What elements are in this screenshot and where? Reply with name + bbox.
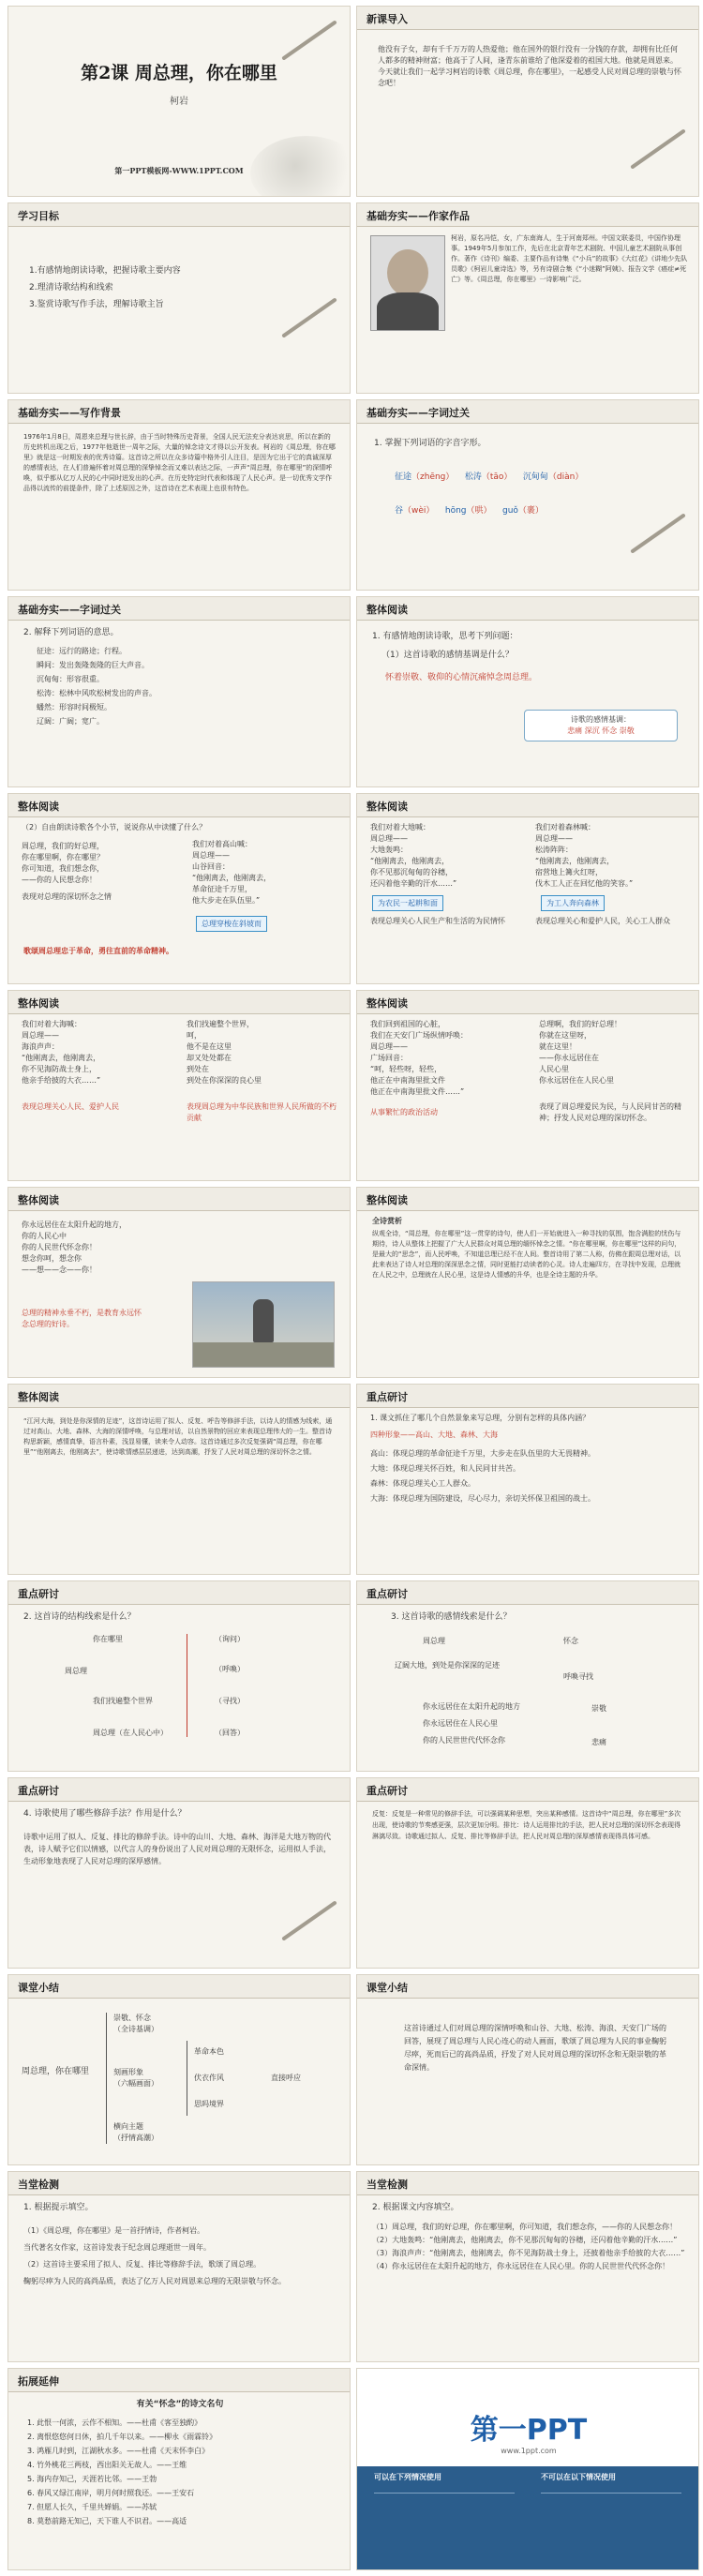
quote-list bbox=[27, 2416, 337, 2528]
quote-item: 2. 离恨悠悠何日休，拍几千年以来。——柳永《雨霖铃》 bbox=[27, 2433, 217, 2441]
memorial-statue-image bbox=[192, 1281, 335, 1368]
quiz-item: （2）这首诗主要采用了拟人、反复、排比等修辞手法，歌颂了周总理。 bbox=[23, 2260, 262, 2269]
summary-mid: 革命本色 bbox=[194, 2047, 224, 2056]
slide-header: 基础夯实——字词过关 bbox=[357, 400, 698, 424]
stanza-land-note: 表现总理关心人民生产和生活的为民情怀 bbox=[370, 917, 505, 925]
slide-header: 当堂检测 bbox=[357, 2172, 698, 2195]
author: 柯岩 bbox=[170, 97, 188, 107]
stanza-summary: 歌颂周总理忠于革命，勇往直前的革命精神。 bbox=[23, 947, 173, 955]
emotion-tag: 崇敬 bbox=[591, 1704, 606, 1713]
emotion-node: 辽阔大地，到处是你深深的足迹 bbox=[395, 1661, 500, 1670]
brush-icon bbox=[281, 1900, 337, 1940]
emotion-tag: 呼喚寻找 bbox=[563, 1672, 593, 1681]
quiz-item: （3）海浪声声：“他刚离去，他刚离去，你不见海防战士身上，还披着他亲手给披的大衣……” bbox=[372, 2249, 685, 2257]
slide-header: 整体阅读 bbox=[357, 597, 698, 621]
stanza-left-note: 表现对总理的深切怀念之情 bbox=[22, 892, 112, 901]
slide-title: 第2课 周总理，你在哪里 bbox=[81, 63, 277, 83]
reading-question: （2）自由朗读诗歌各个小节，说说你从中读懂了什么？ bbox=[22, 823, 207, 831]
slide-15-reading[interactable] bbox=[7, 1384, 351, 1575]
meaning-item: 森林：体现总理关心工人群众。 bbox=[370, 1479, 475, 1488]
meaning-item: 大地：体现总理关怀百姓，和人民同甘共苦。 bbox=[370, 1464, 520, 1473]
brand-site[interactable]: www.1ppt.com bbox=[501, 2447, 557, 2455]
brush-icon bbox=[281, 20, 337, 60]
stanza-mid: 我们对着高山喊： 周总理—— 山谷回音： “他刚离去，他刚离去， 革命征途千万里， 他大步走在队伍里。” bbox=[192, 840, 272, 905]
quote-item: 5. 海内存知己，天涯若比邻。——王勃 bbox=[27, 2475, 157, 2483]
emotion-question: 3. 这首诗歌的感情线索是什么？ bbox=[391, 1612, 512, 1622]
slide-header: 整体阅读 bbox=[8, 1188, 350, 1211]
slide-19-rhetoric[interactable] bbox=[7, 1777, 351, 1969]
emotion-node: 你永远居住在太阳升起的地方 bbox=[423, 1702, 520, 1711]
slide-8-tone[interactable] bbox=[356, 596, 699, 787]
slide-18-emotion[interactable] bbox=[356, 1580, 699, 1772]
quiz-item: （1）《周总理，你在哪里》是一首抒情诗，作者柯岩。 bbox=[23, 2226, 205, 2235]
emotion-tag: 怀念 bbox=[563, 1637, 578, 1645]
quiz-question: 2. 根据课文内容填空。 bbox=[372, 2203, 459, 2212]
quote-item: 1. 此恨一何浓，云作不相知。——杜甫《客至独酌》 bbox=[27, 2419, 202, 2427]
stanza-left: 周总理，我们的好总理， 你在哪里啊，你在哪里？ 你可知道，我们想念你， ——你的人民想念你！ bbox=[22, 842, 104, 884]
image-meanings bbox=[370, 1446, 689, 1506]
meaning-item: 大海：体现总理为国防建设，尽心尽力，亲切关怀保卫祖国的战士。 bbox=[370, 1494, 595, 1503]
stanza-square-note: 从事繁忙的政治活动 bbox=[370, 1108, 438, 1116]
slide-7-definitions[interactable] bbox=[7, 596, 351, 787]
quiz-item: 当代著名女作家，这首诗发表于纪念周总理逝世一周年。 bbox=[23, 2243, 211, 2252]
definition-item: 蟠然：形容时间极短。 bbox=[37, 703, 112, 711]
stanza-land: 我们对着大地喊： 周总理—— 大地轰鸣： “他刚离去，他刚离去， 你不见那沉甸甸的谷穗， 还闪着他辛勤的汗水……” bbox=[370, 823, 457, 888]
slide-16-discussion[interactable] bbox=[356, 1384, 699, 1575]
summary-right: 直接呼应 bbox=[271, 2074, 301, 2082]
structure-tag: （回答） bbox=[215, 1729, 245, 1737]
slide-2-intro[interactable] bbox=[356, 6, 699, 197]
slide-header: 课堂小结 bbox=[8, 1975, 350, 1999]
stanza-forest: 我们对着森林喊： 周总理—— 松涛阵阵： “他刚离去，他刚离去， 宿营地上篝火红呀， 伐木工人正在回忆他的笑容。” bbox=[535, 823, 634, 888]
slide-header: 课堂小结 bbox=[357, 1975, 698, 1999]
stanza-forest-note: 表现总理关心和爱护人民，关心工人群众 bbox=[535, 917, 670, 925]
quiz-item: （4）你永远居住在太阳升起的地方，你永远居住在人民心里。你的人民世世代代怀念你！ bbox=[372, 2262, 670, 2270]
slide-3-goals[interactable] bbox=[7, 202, 351, 394]
definition-item: 瞬间：发出轰隆轰隆的巨大声音。 bbox=[37, 661, 149, 669]
goal-item: 2.理清诗歌结构和线索 bbox=[29, 283, 113, 292]
quote-item: 7. 但愿人长久，千里共婵娟。——苏轼 bbox=[27, 2503, 157, 2511]
stanza-tag: 总理穿梭在斜坡而 bbox=[196, 916, 267, 932]
summary-branch: 刻画形象 bbox=[113, 2068, 143, 2076]
slide-header: 整体阅读 bbox=[8, 1385, 350, 1408]
slide-header: 基础夯实——写作背景 bbox=[8, 400, 350, 424]
vocab-row-1: 征途（zhēng） 松涛（tāo） 沉甸甸（diàn） bbox=[395, 472, 584, 482]
definition-item: 松涛：松林中风吹松树发出的声音。 bbox=[37, 689, 157, 697]
summary-mid: 伏衣作风 bbox=[194, 2074, 224, 2082]
quiz-item: 鞠躬尽瘁为人民的高尚品质，表达了亿万人民对周恩来总理的无限崇敬与怀念。 bbox=[23, 2277, 286, 2285]
emotion-node: 你永远居住在人民心里 bbox=[423, 1719, 498, 1728]
credit: 第一PPT模板网-WWW.1PPT.COM bbox=[114, 166, 244, 175]
final-stanza: 你永远居住在太阳升起的地方， 你的人民心中 你的人民世代怀念你！ 想念你呵，想念你 ——想——念——你！ bbox=[22, 1221, 127, 1274]
structure-tag: （询问） bbox=[215, 1635, 245, 1643]
goal-item: 1.有感情地朗读诗歌，把握诗歌主要内容 bbox=[29, 266, 181, 276]
slide-22-summary[interactable] bbox=[356, 1974, 699, 2165]
slide-header: 整体阅读 bbox=[357, 991, 698, 1014]
vocab-question: 1. 掌握下列词语的字音字形。 bbox=[374, 439, 486, 448]
license-allowed: 可以在下列情况使用 bbox=[374, 2473, 441, 2481]
stanza-heart-note: 表现了周总理爱民为民，与人民同甘苦的精神；抒发人民对总理的深切怀念。 bbox=[539, 1102, 681, 1122]
discussion-question: 1. 课文抓住了哪几个自然景象来写总理，分别有怎样的具体内涵？ bbox=[370, 1414, 591, 1422]
stanza-sea-note: 表现总理关心人民、爱护人民 bbox=[22, 1102, 119, 1111]
slide-14-appreciation[interactable] bbox=[356, 1187, 699, 1378]
bubble-words: 悲痛 深沉 怀念 崇敬 bbox=[567, 726, 635, 735]
definition-item: 沉甸甸：形容很重。 bbox=[37, 675, 104, 683]
slide-header: 整体阅读 bbox=[8, 794, 350, 817]
slide-10-reading[interactable] bbox=[356, 793, 699, 984]
summary-bracket bbox=[106, 2013, 107, 2144]
stanza-world-note: 表现周总理为中华民族和世界人民所做的不朽贡献 bbox=[187, 1102, 337, 1122]
slide-17-structure[interactable] bbox=[7, 1580, 351, 1772]
tone-bubble bbox=[524, 710, 678, 741]
meaning-item: 高山：体现总理的革命征途千万里，大步走在队伍里的大无畏精神。 bbox=[370, 1449, 595, 1458]
slide-header: 重点研讨 bbox=[357, 1581, 698, 1605]
tone-question-1: 1. 有感情地朗读诗歌，思考下列问题： bbox=[372, 632, 518, 641]
quote-item: 6. 春风又绿江南岸，明月何时照我还。——王安石 bbox=[27, 2489, 195, 2497]
final-stanza-note: 总理的精神永垂不朽，是教育永远怀念总理的好诗。 bbox=[22, 1309, 142, 1328]
slide-1-cover[interactable] bbox=[7, 6, 351, 197]
slide-24-quiz[interactable] bbox=[356, 2171, 699, 2362]
definitions-question: 2. 解释下列词语的意思。 bbox=[23, 628, 119, 637]
slide-5-background[interactable] bbox=[7, 399, 351, 591]
quote-item: 3. 鸿雁几时到，江湖秋水多。——杜甫《天末怀李白》 bbox=[27, 2447, 210, 2455]
quiz-item: （2）大地轰鸣：“他刚离去，他刚离去，你不见那沉甸甸的谷穗，还闪着他辛勤的汗水……” bbox=[372, 2236, 678, 2244]
slide-header: 基础夯实——字词过关 bbox=[8, 597, 350, 621]
brush-icon bbox=[630, 513, 686, 553]
slide-header: 拓展延伸 bbox=[8, 2369, 350, 2392]
summary-branch-note: （抒情高潮） bbox=[113, 2134, 158, 2142]
slide-25-extension[interactable] bbox=[7, 2368, 351, 2570]
slide-body: 他没有子女，却有千千万万的人热爱他；他在国外的银行没有一分钱的存款，却拥有比任何人都多的精神财富；他高于了人间，逢青东前谁给了他深爱着的祖国大地。他就是周恩来。今天就让我们一起学习柯岩的诗歌《周总理，你在哪里》，一起感受人民对周总理的崇敬与怀念吧！ bbox=[378, 45, 681, 87]
stanza-square: 我们回到祖国的心脏， 我们在天安门广场纵情呼唤： 周总理—— 广场回音： “呵，轻些呀，轻些， 他正在中南海里批文件 他正在中南海里批文件……” bbox=[370, 1020, 468, 1096]
author-photo bbox=[370, 235, 445, 331]
structure-tag: （寻找） bbox=[215, 1697, 245, 1705]
stanza-land-tag: 为农民一起耕和面 bbox=[372, 895, 443, 911]
definition-item: 征途：远行的路途；行程。 bbox=[37, 647, 127, 655]
stanza-world: 我们找遍整个世界， 呵， 他不是在这里 却又处处都在 到处在 到处在你深深的良心里 bbox=[187, 1020, 262, 1085]
quiz-question: 1. 根据提示填空。 bbox=[23, 2203, 94, 2212]
summary-branch: 崇敬、怀念 bbox=[113, 2014, 151, 2022]
slide-header: 重点研讨 bbox=[8, 1581, 350, 1605]
stanza-heart: 总理啊，我们的好总理！ 你就在这里呀， 就在这里！ ——你永远居住在 人民心里 你永远居住在人民心里 bbox=[539, 1020, 621, 1085]
slide-20-rhetoric[interactable] bbox=[356, 1777, 699, 1969]
slide-header: 重点研讨 bbox=[357, 1778, 698, 1802]
summary-branch: 横向主题 bbox=[113, 2122, 143, 2131]
quiz-items bbox=[372, 2221, 685, 2273]
slide-header: 基础夯实——作家作品 bbox=[357, 203, 698, 227]
slide-header: 当堂检测 bbox=[8, 2172, 350, 2195]
discussion-answer: 四种形象——高山、大地、森林、大海 bbox=[370, 1430, 498, 1439]
license-divider bbox=[374, 2493, 515, 2561]
bubble-title: 诗歌的感情基调： bbox=[571, 715, 631, 724]
tone-answer: 怀着崇敬、敬仰的心情沉痛悼念周总理。 bbox=[385, 673, 538, 682]
quote-item: 4. 竹外桃花三两枝，西出阳关无故人。——王维 bbox=[27, 2461, 187, 2469]
slide-6-vocab[interactable] bbox=[356, 399, 699, 591]
summary-text: 这首诗通过人们对周总理的深情呼唤和山谷、大地、松涛、海浪、天安门广场的回答，展现了周总理与人民心连心的动人画面，歌颂了周总理为人民的事业鞠躬尽瘁，死而后已的高尚品质，抒发了对人民对周总理的深切怀念和无限崇敬的革命深情。 bbox=[404, 2024, 666, 2072]
appreciation-subtitle: 全诗赏析 bbox=[372, 1217, 402, 1225]
brand-logo: 第一PPT bbox=[470, 2414, 588, 2447]
slide-26-license[interactable] bbox=[356, 2368, 699, 2570]
structure-node: 周总理（在人民心中） bbox=[93, 1729, 168, 1737]
rhetoric-answer: 诗歌中运用了拟人、反复、排比的修辞手法。诗中的山川、大地、森林、海洋是大地万物的代表，诗人赋予它们以情感，以代言人的身份说出了人民对周总理的无限怀念，运用拟人手法，生动形象地表现了人民对总理的深厚感情。 bbox=[23, 1833, 331, 1865]
structure-node: 你在哪里 bbox=[93, 1635, 123, 1643]
structure-tag: （呼喚） bbox=[215, 1665, 245, 1673]
summary-root: 周总理，你在哪里 bbox=[22, 2067, 90, 2076]
slide-header: 整体阅读 bbox=[357, 1188, 698, 1211]
structure-question: 2. 这首诗的结构线索是什么？ bbox=[23, 1612, 136, 1622]
definition-list bbox=[37, 644, 318, 728]
quiz-items bbox=[23, 2223, 337, 2290]
goal-item: 3.鉴赏诗歌写作手法，理解诗歌主旨 bbox=[29, 300, 164, 309]
emotion-tag: 悲痛 bbox=[591, 1738, 606, 1746]
slide-header: 新课导入 bbox=[357, 7, 698, 30]
emotion-node: 你的人民世世代代怀念你 bbox=[423, 1736, 505, 1745]
license-panel bbox=[357, 2466, 699, 2570]
goal-list bbox=[29, 265, 273, 316]
slide-header: 重点研讨 bbox=[357, 1385, 698, 1408]
slide-header: 整体阅读 bbox=[357, 794, 698, 817]
tone-question-2: （1）这首诗歌的感情基调是什么？ bbox=[381, 651, 514, 660]
license-divider bbox=[541, 2493, 681, 2561]
structure-node: 周总理 bbox=[65, 1667, 87, 1675]
quote-item: 8. 莫愁前路无知己，天下谁人不识君。——高适 bbox=[27, 2517, 187, 2525]
analysis-text: “江河大海，到处是你深情的足迹”，这首诗运用了拟人、反复、呼告等修辞手法，以诗人的情感为线索，通过对高山、大地、森林、大海的深情呼唤，与总理对话，以自然景物的回应来表现总理伟大的一生。整首诗构思新颖，感情真挚，语言朴素，浅显易懂，读来令人动容。这首诗通过多次反复强调“周总理，你在哪里”“他刚离去，他刚离去”，使诗歌情感层层递进，达到高潮，抒发了人民对周总理的深切怀念之情。 bbox=[23, 1417, 333, 1456]
extension-title: 有关“怀念”的诗文名句 bbox=[136, 2400, 224, 2409]
slide-header: 重点研讨 bbox=[8, 1778, 350, 1802]
background-text: 1976年1月8日，周恩来总理与世长辞，由于当时特殊历史背景，全国人民无法充分表达哀思，所以在新的历史转机出现之后，1977年他逝世一周年之际，大量的悼念诗文才得以公开发表。柯岩的《周总理，你在哪里》就是这一时期发表的优秀诗篇。这首诗之所以在众多诗篇中格外引人注目，是因为它出于它的真诚深厚的感情表达，在人们普遍怀着对周总理的深挚悼念而又难以表达之际，一声声“周总理，你在哪里”的深情呼喚，似乎都从亿万人民的心中同时迸发出的心声。在历史特定时代表和体现了人民心声。是一切优秀文学作品得以流传的前提条件，除了上述原因之外，这首诗在艺术表现上也很有特色。 bbox=[23, 433, 336, 492]
brush-icon bbox=[281, 297, 337, 337]
license-disallowed: 不可以在以下情况使用 bbox=[541, 2473, 616, 2481]
rhetoric-detail: 反复：反复是一种常见的修辞手法，可以强调某种思想，突出某种感情。这首诗中“周总理，你在哪里”多次出现，使诗歌的节奏感更强，层次更加分明。排比：诗人运用排比的手法，把人民对总理的深切怀念表现得淋漓尽致。诗歌通过拟人、反复、排比等修辞手法，把人民对周总理的深厚感情表现得具体可感。 bbox=[372, 1810, 681, 1840]
emotion-node: 周总理 bbox=[423, 1637, 445, 1645]
slide-4-author[interactable] bbox=[356, 202, 699, 394]
summary-mid: 思吗境界 bbox=[194, 2100, 224, 2108]
appreciation-text: 纵观全诗，“周总理，你在哪里”这一贯穿的诗句，使人们一开始就进入一种寻找的氛围，饱含满腔的忧伤与期待，诗人从整体上把握了广大人民群众对周总理的缅怀悼念之情。“你在哪里啊，你在哪里”这样的问句，是最大的“思念”，而人民呼唤，不知道总理已经不在人间。整首诗用了第二人称，仿佛在跟周总理对话，以此来表达了诗人对总理的深深思念之情，同时更能打动读者的心灵。诗人走遍四方，在寻找中发现，总理就在人民之中，总理就在人民心里，这是诗人情感的升华，也是全诗主题的升华。 bbox=[372, 1230, 681, 1279]
slide-12-reading[interactable] bbox=[356, 990, 699, 1181]
definition-item: 辽阔：广阔；宽广。 bbox=[37, 717, 104, 726]
stanza-sea: 我们对着大海喊： 周总理—— 海浪声声： “他刚离去，他刚离去， 你不见海防战士身上， 他亲手给披的大衣……” bbox=[22, 1020, 101, 1085]
slide-13-reading[interactable] bbox=[7, 1187, 351, 1378]
structure-node: 我们找遍整个世界 bbox=[93, 1697, 153, 1705]
vocab-row-2: 谷（wèi） hōng（哄） guǒ（裹） bbox=[395, 506, 544, 516]
slide-header: 整体阅读 bbox=[8, 991, 350, 1014]
author-bio: 柯岩，原名冯恺，女，广东南海人，生于河南郑州。中国文联委员，中国作协理事。1949年5月参加工作，先后在北京青年艺术剧院、中国儿童艺术剧院从事创作。著作《诗刊》编委、主要作品有诗集《“小兵”的故事》《大红花》《讲地少先队员歌》《柯岩儿童诗选》等，另有诗剧合集《“小迷糊”阿姨》、报告文学《癌症≠死亡》等。《周总理，你在哪里》一诗影响广泛。 bbox=[451, 234, 688, 283]
slide-23-quiz[interactable] bbox=[7, 2171, 351, 2362]
summary-branch-note: （六幅画面） bbox=[113, 2079, 158, 2088]
brush-icon bbox=[630, 128, 686, 169]
slide-header: 学习目标 bbox=[8, 203, 350, 227]
slide-9-reading[interactable] bbox=[7, 793, 351, 984]
slide-21-summary[interactable] bbox=[7, 1974, 351, 2165]
slide-11-reading[interactable] bbox=[7, 990, 351, 1181]
summary-branch-note: （全诗基调） bbox=[113, 2025, 158, 2033]
quiz-item: （1）周总理，我们的好总理，你在哪里啊，你可知道，我们想念你，——你的人民想念你！ bbox=[372, 2223, 678, 2231]
stanza-forest-tag: 为工人奔向森林 bbox=[541, 895, 605, 911]
rhetoric-question: 4. 诗歌使用了哪些修辞手法？作用是什么？ bbox=[23, 1809, 187, 1819]
